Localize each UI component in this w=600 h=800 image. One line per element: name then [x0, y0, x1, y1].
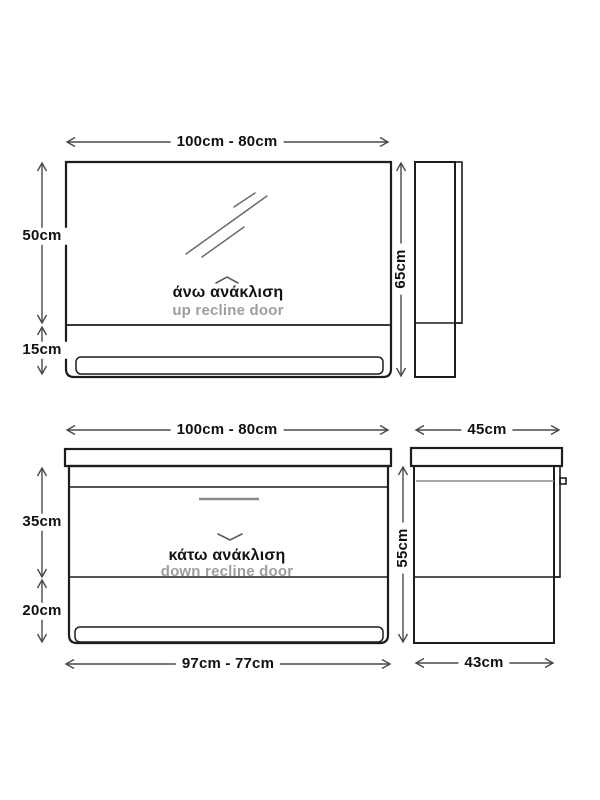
bottom-side-door-panel [414, 466, 566, 577]
dim-label-45cm: 45cm [461, 422, 512, 439]
dim-label-65cm: 65cm [393, 243, 410, 294]
top-side-door-panel [415, 162, 462, 323]
chevron-down-icon [218, 534, 242, 540]
top-front-view-outline [66, 162, 391, 377]
dim-label-top-width: 100cm - 80cm [171, 134, 284, 151]
dim-label-15cm: 15cm [16, 342, 67, 359]
dim-label-35cm: 35cm [16, 514, 67, 531]
dim-label-50cm: 50cm [16, 228, 67, 245]
bottom-front-shelf-tray [75, 627, 383, 642]
door-label-english-bottom: down recline door [160, 562, 294, 580]
top-side-view-outline [415, 162, 455, 377]
door-label-greek-top: άνω ανάκλιση [172, 284, 284, 302]
door-label-greek-bottom: κάτω ανάκλιση [168, 547, 286, 565]
dim-label-20cm: 20cm [16, 603, 67, 620]
top-front-shelf-tray [76, 357, 383, 374]
mirror-reflection-lines [186, 193, 267, 257]
bottom-front-countertop [65, 449, 391, 466]
dim-label-55cm: 55cm [395, 522, 412, 573]
dim-label-43cm: 43cm [458, 655, 509, 672]
dim-label-bottom-width-top: 100cm - 80cm [171, 422, 284, 439]
bottom-side-countertop [411, 448, 562, 466]
door-label-english-top: up recline door [172, 301, 284, 319]
dim-label-bottom-width-bottom: 97cm - 77cm [176, 656, 280, 673]
chevron-up-icon [216, 277, 238, 283]
bottom-side-view-outline [414, 466, 554, 643]
